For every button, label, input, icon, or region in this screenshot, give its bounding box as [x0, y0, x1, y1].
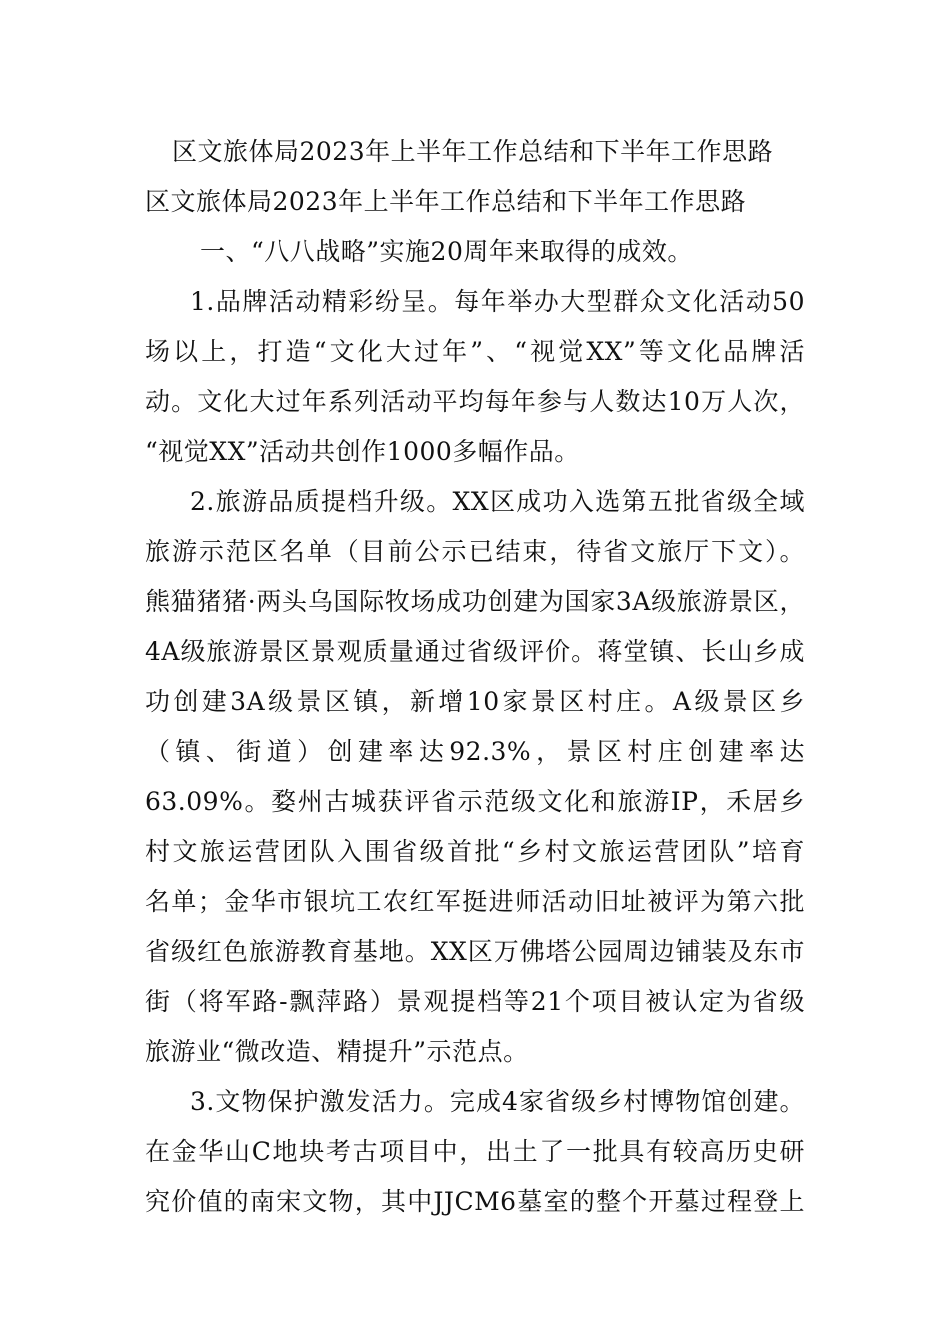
- paragraph-line: （镇、街道）创建率达92.3%，景区村庄创建率达: [145, 737, 805, 766]
- paragraph-line: 1.品牌活动精彩纷呈。每年举办大型群众文化活动50: [190, 287, 805, 316]
- paragraph-line: 场以上，打造“文化大过年”、“视觉XX”等文化品牌活: [145, 337, 805, 366]
- document-title: 区文旅体局2023年上半年工作总结和下半年工作思路: [172, 137, 774, 166]
- paragraph-line: 究价值的南宋文物，其中JJCM6墓室的整个开墓过程登上: [145, 1187, 805, 1216]
- paragraph-line: 2.旅游品质提档升级。XX区成功入选第五批省级全域: [190, 487, 805, 516]
- paragraph-line: 动。文化大过年系列活动平均每年参与人数达10万人次，: [145, 387, 805, 416]
- paragraph-line: “视觉XX”活动共创作1000多幅作品。: [145, 437, 580, 466]
- paragraph-line: 63.09%。婺州古城获评省示范级文化和旅游IP，禾居乡: [145, 787, 805, 816]
- document-title-repeat: 区文旅体局2023年上半年工作总结和下半年工作思路: [145, 187, 747, 216]
- paragraph-line: 功创建3A级景区镇，新增10家景区村庄。A级景区乡: [145, 687, 805, 716]
- paragraph-line: 旅游示范区名单（目前公示已结束，待省文旅厅下文）。: [145, 537, 805, 566]
- paragraph-line: 省级红色旅游教育基地。XX区万佛塔公园周边铺装及东市: [145, 937, 805, 966]
- paragraph-line: 熊猫猪猪·两头乌国际牧场成功创建为国家3A级旅游景区，: [145, 587, 805, 616]
- paragraph-line: 4A级旅游景区景观质量通过省级评价。蒋堂镇、长山乡成: [145, 637, 805, 666]
- section-heading: 一、“八八战略”实施20周年来取得的成效。: [200, 237, 693, 266]
- paragraph-line: 村文旅运营团队入围省级首批“乡村文旅运营团队”培育: [145, 837, 805, 866]
- paragraph-line: 3.文物保护激发活力。完成4家省级乡村博物馆创建。: [190, 1087, 805, 1116]
- paragraph-line: 名单；金华市银坑工农红军挺进师活动旧址被评为第六批: [145, 887, 805, 916]
- paragraph-line: 街（将军路-飘萍路）景观提档等21个项目被认定为省级: [145, 987, 805, 1016]
- paragraph-line: 旅游业“微改造、精提升”示范点。: [145, 1037, 529, 1066]
- paragraph-line: 在金华山C地块考古项目中，出土了一批具有较高历史研: [145, 1137, 805, 1166]
